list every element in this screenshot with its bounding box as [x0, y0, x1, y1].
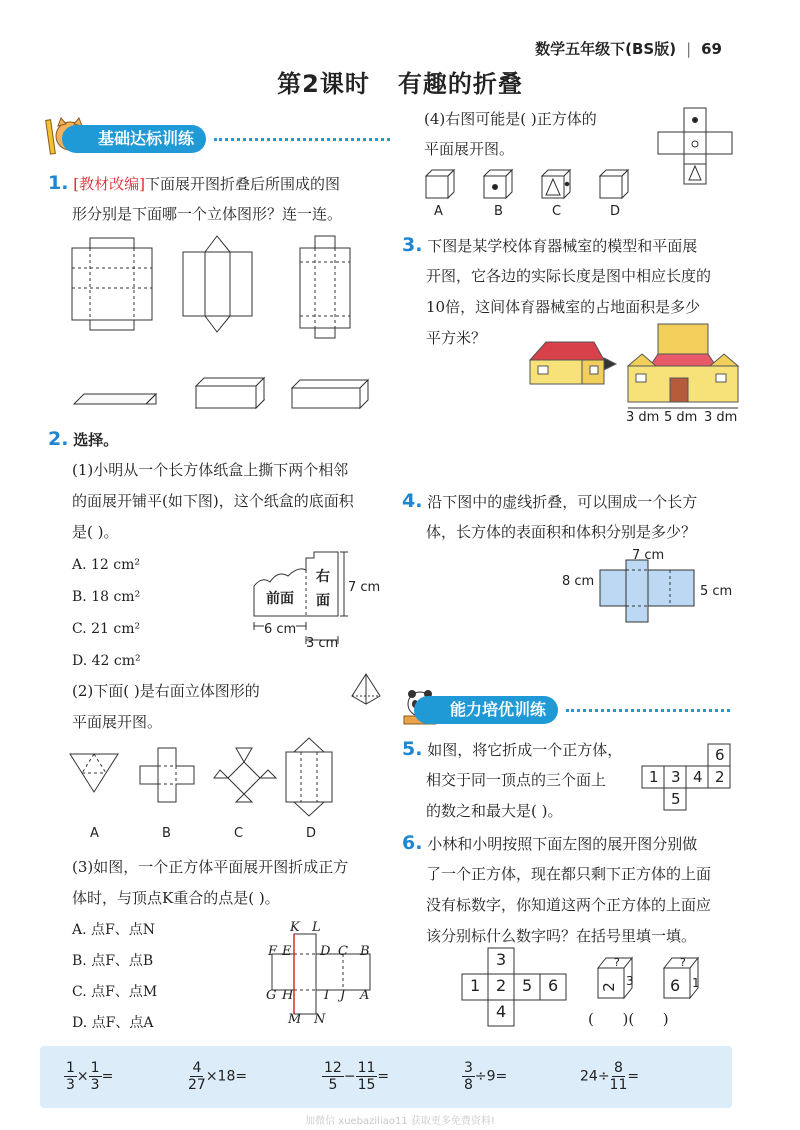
q3-text1: 下图是某学校体育器械室的模型和平面展 — [427, 237, 698, 255]
q6-net-bottom: 4 — [496, 1002, 507, 1021]
calc-expr-1[interactable]: $\frac{1}{3}$ × $\frac{1}{3}$ = — [66, 1060, 114, 1093]
q2p2-label-d[interactable]: D — [306, 826, 317, 841]
q2p1-option-d[interactable]: D. 42 cm² — [72, 653, 141, 669]
q2p1-line1: (1)小明从一个长方体纸盒上撕下两个相邻 — [72, 461, 349, 479]
q6-line1 — [402, 828, 697, 859]
calc-expr-2[interactable]: $\frac{4}{27}$ ×18= — [188, 1060, 248, 1093]
q2p2-nets — [60, 736, 370, 820]
q4-line2: 体，长方体的表面积和体积分别是多少？ — [426, 523, 697, 541]
q3-house-figures — [524, 320, 748, 412]
lesson-name: 有趣的折叠 — [397, 70, 523, 98]
q1-figures — [60, 232, 390, 422]
q5-line3: 的数之和最大是( )。 — [426, 802, 563, 820]
q2p3-option-a[interactable]: A. 点F、点N — [72, 922, 155, 938]
q3-dim3: 3 dm — [704, 410, 738, 425]
q2p3-option-b[interactable]: B. 点F、点B — [72, 953, 154, 969]
q3-line3: 10倍，这间体育器械室的占地面积是多少 — [426, 298, 701, 316]
cube1-face-2: 2 — [599, 982, 618, 992]
q6-net-1: 1 — [470, 976, 481, 995]
q2p2-label-c[interactable]: C — [234, 826, 244, 841]
q2p3-line2: 体时，与顶点K重合的点是( )。 — [72, 889, 280, 907]
q2-number: 2. — [48, 428, 69, 450]
q2p3-option-c[interactable]: C. 点F、点M — [72, 984, 158, 1000]
pt-M: M — [288, 1012, 302, 1027]
q5-cell-bottom: 5 — [671, 790, 681, 808]
page-number: 69 — [701, 40, 722, 58]
book-title: 数学五年级下(BS版) — [535, 40, 677, 58]
lesson-number: 第2课时 — [277, 70, 370, 98]
q5-cell-4: 2 — [715, 768, 725, 786]
q4-dim-7cm: 7 cm — [632, 548, 665, 563]
page-title — [0, 64, 800, 99]
q4-line1 — [402, 486, 697, 517]
calc-strip — [40, 1046, 732, 1108]
pt-L: L — [312, 920, 321, 935]
pt-C: C — [338, 944, 348, 959]
pt-G: G — [266, 988, 277, 1003]
q5-number: 5. — [402, 738, 423, 760]
q2p4-net-figure — [654, 104, 738, 188]
q2-title-line — [48, 424, 118, 455]
q4-dim-5cm: 5 cm — [700, 584, 733, 599]
q5-line1 — [402, 734, 622, 765]
cube2-face-6: 6 — [670, 976, 681, 995]
q1-line1 — [48, 168, 340, 199]
pt-K: K — [290, 920, 300, 935]
right-face-label1: 右 — [316, 569, 330, 585]
q6-net-top: 3 — [496, 950, 507, 969]
q5-line2: 相交于同一顶点的三个面上 — [426, 771, 607, 789]
q6-answer-blanks[interactable]: ( )( ) — [588, 1010, 669, 1028]
pt-H: H — [282, 988, 294, 1003]
pyramid-icon — [348, 672, 384, 706]
q6-net-4: 6 — [548, 976, 559, 995]
watermark: 加微信 xuebaziliao11 获取更多免费资料! — [305, 1116, 495, 1127]
q2p2-line2: 平面展开图。 — [72, 713, 163, 731]
q2-title: 选择。 — [73, 431, 119, 449]
q3-line4: 平方米？ — [426, 329, 487, 347]
pt-N: N — [314, 1012, 326, 1027]
pt-I: I — [324, 988, 330, 1003]
pt-A: A — [360, 988, 370, 1003]
q6-line2: 了一个正方体，现在都只剩下正方体的上面 — [426, 865, 712, 883]
q2p2-label-a[interactable]: A — [90, 826, 99, 841]
q2p4-label-c[interactable]: C — [552, 204, 562, 219]
q6-line3: 没有标数字，你知道这两个正方体的上面应 — [426, 896, 712, 914]
calc-expr-5[interactable]: 24÷ $\frac{8}{11}$ = — [580, 1060, 640, 1093]
dim-7cm: 7 cm — [348, 580, 381, 595]
pt-J: J — [340, 988, 346, 1003]
q2p4-label-d[interactable]: D — [610, 204, 621, 219]
dim-6cm: 6 cm — [264, 622, 297, 637]
q2p4-label-b[interactable]: B — [494, 204, 503, 219]
q2p4-label-a[interactable]: A — [434, 204, 443, 219]
front-face-label: 前面 — [266, 591, 294, 607]
header-separator: | — [686, 40, 692, 58]
pt-F: F — [268, 944, 278, 959]
q2p1-option-b[interactable]: B. 18 cm² — [72, 589, 141, 605]
q6-net-2: 2 — [496, 976, 507, 995]
q1-number: 1. — [48, 172, 69, 194]
cube2-question: ? — [680, 956, 686, 969]
q3-line2: 开图，它各边的实际长度是图中相应长度的 — [426, 267, 712, 285]
q6-net-3: 5 — [522, 976, 533, 995]
q2p2-line1: (2)下面( )是右面立体图形的 — [72, 682, 260, 700]
pt-D: D — [320, 944, 331, 959]
q4-number: 4. — [402, 490, 423, 512]
q2p1-option-c[interactable]: C. 21 cm² — [72, 621, 141, 637]
q2p4-cube-options — [424, 166, 644, 202]
q5-text1: 如图，将它折成一个正方体， — [427, 741, 623, 759]
q1-line2: 形分别是下面哪一个立体图形？连一连。 — [72, 205, 343, 223]
q3-dim2: 5 dm — [664, 410, 698, 425]
q6-line4: 该分别标什么数字吗？在括号里填一填。 — [426, 927, 697, 945]
q4-text1: 沿下图中的虚线折叠，可以围成一个长方 — [427, 493, 698, 511]
q6-number: 6. — [402, 832, 423, 854]
q3-number: 3. — [402, 234, 423, 256]
section-divider — [214, 138, 390, 141]
section-divider-2 — [566, 709, 730, 712]
q5-cell-1: 1 — [649, 768, 659, 786]
dim-3cm: 3 cm — [306, 636, 339, 651]
calc-expr-3[interactable]: $\frac{12}{5}$ − $\frac{11}{15}$ = — [324, 1060, 390, 1093]
q1-text1: 下面展开图折叠后所围成的图 — [144, 175, 340, 193]
section-badge-basic: 基础达标训练 — [62, 125, 206, 153]
q6-text1: 小林和小明按照下面左图的展开图分别做 — [427, 835, 698, 853]
q2p4-line1: (4)右图可能是( )正方体的 — [424, 110, 597, 128]
section-badge-advanced: 能力培优训练 — [414, 696, 558, 724]
q5-cell-2: 3 — [671, 768, 681, 786]
pt-E: E — [282, 944, 292, 959]
page-header — [535, 38, 722, 59]
pt-B: B — [360, 944, 370, 959]
cube1-face-3: 3 — [626, 974, 634, 988]
q4-dim-8cm: 8 cm — [562, 574, 595, 589]
q1-tag: [教材改编] — [73, 175, 145, 193]
cube2-face-1: 1 — [692, 976, 700, 990]
q4-box-net — [598, 556, 702, 626]
q2p2-label-b[interactable]: B — [162, 826, 171, 841]
q3-dim1: 3 dm — [626, 410, 660, 425]
cube1-question: ? — [614, 956, 620, 969]
q5-cell-top: 6 — [715, 746, 725, 764]
q5-cell-3: 4 — [693, 768, 703, 786]
q3-line1 — [402, 230, 697, 261]
right-face-label2: 面 — [316, 593, 330, 609]
q2p1-line3: 是( )。 — [72, 523, 119, 541]
q2p4-line2: 平面展开图。 — [424, 140, 515, 158]
q2p3-line1: (3)如图，一个正方体平面展开图折成正方 — [72, 858, 349, 876]
calc-expr-4[interactable]: $\frac{3}{8}$ ÷9= — [464, 1060, 508, 1093]
q2p1-line2: 的面展开铺平(如下图)，这个纸盒的底面积 — [72, 492, 354, 510]
q2p1-option-a[interactable]: A. 12 cm² — [72, 557, 141, 573]
q2p3-option-d[interactable]: D. 点F、点A — [72, 1015, 154, 1031]
